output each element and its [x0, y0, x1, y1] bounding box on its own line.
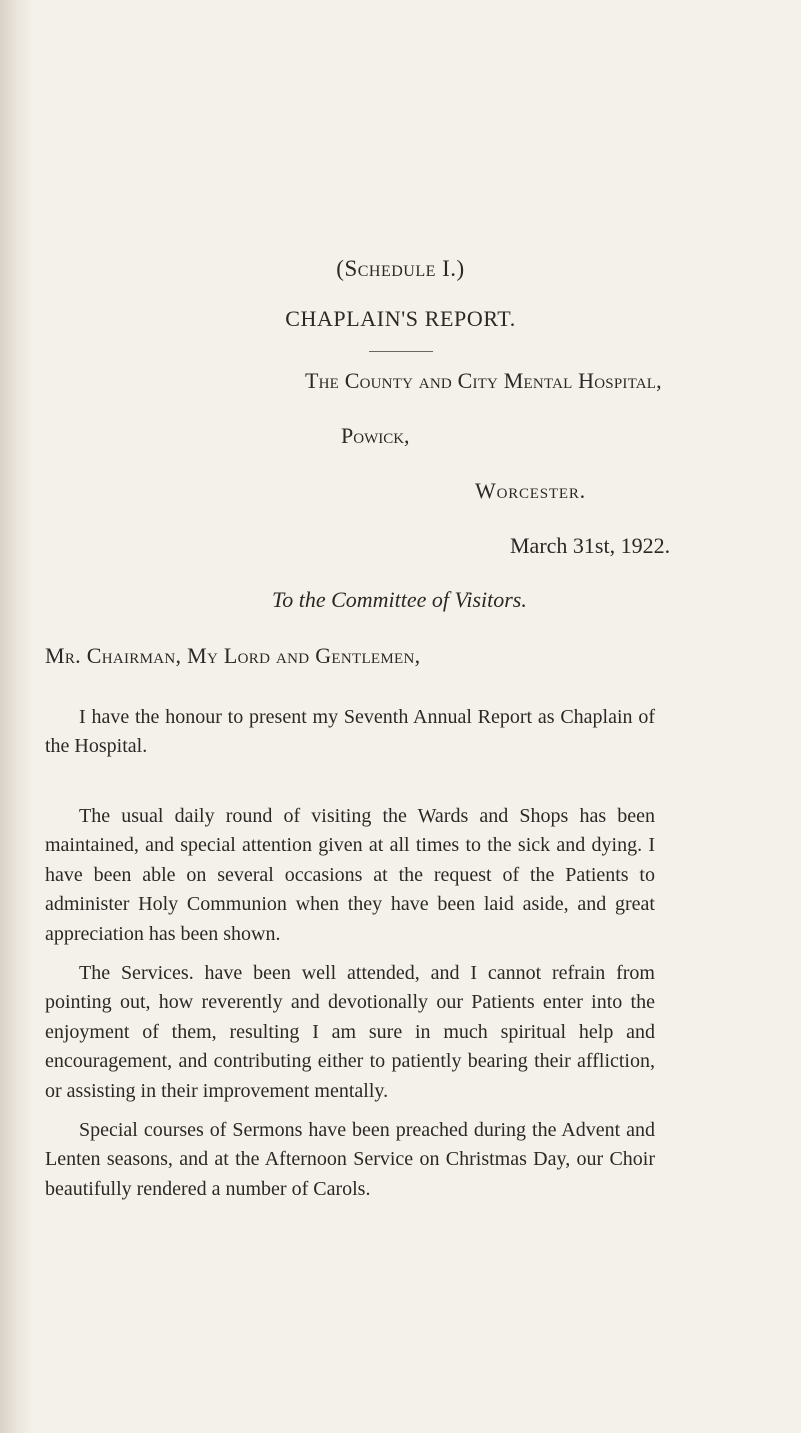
institution-name: The County and City Mental Hospital, [305, 368, 662, 393]
body-paragraph: The Services. have been well attended, and I cannot refrain from pointing out, how reverently and devotionally our Patients enter into the enjoyment of them, resulting I am sure in much spiritual help and encouragement, and contributing either to patiently bearing their affliction, or assisting in their improvement mentally. [45, 962, 655, 1102]
schedule-heading: (Schedule I.) [336, 256, 465, 281]
report-title: CHAPLAIN'S REPORT. [285, 306, 516, 331]
body-paragraph: I have the honour to present my Seventh Annual Report as Chaplain of the Hospital. [45, 706, 655, 758]
report-date: March 31st, 1922. [510, 533, 671, 558]
institution-city: Worcester. [475, 478, 586, 503]
body-paragraph: Special courses of Sermons have been preached during the Advent and Lenten seasons, and at the Afternoon Service on Christmas Day, our Choir beautifully rendered a number of Carols. [45, 1119, 655, 1200]
title-divider [369, 351, 433, 352]
salutation: Mr. Chairman, My Lord and Gentlemen, [45, 643, 421, 668]
addressee-line: To the Committee of Visitors. [272, 587, 527, 612]
institution-locality: Powick, [341, 423, 410, 448]
body-paragraph: The usual daily round of visiting the Wards and Shops has been maintained, and special attention given at all times to the sick and dying. I have been able on several occasions at the request of the Patients to administer Holy Communion when they have been laid aside, and great appreciation has been shown. [45, 805, 655, 945]
